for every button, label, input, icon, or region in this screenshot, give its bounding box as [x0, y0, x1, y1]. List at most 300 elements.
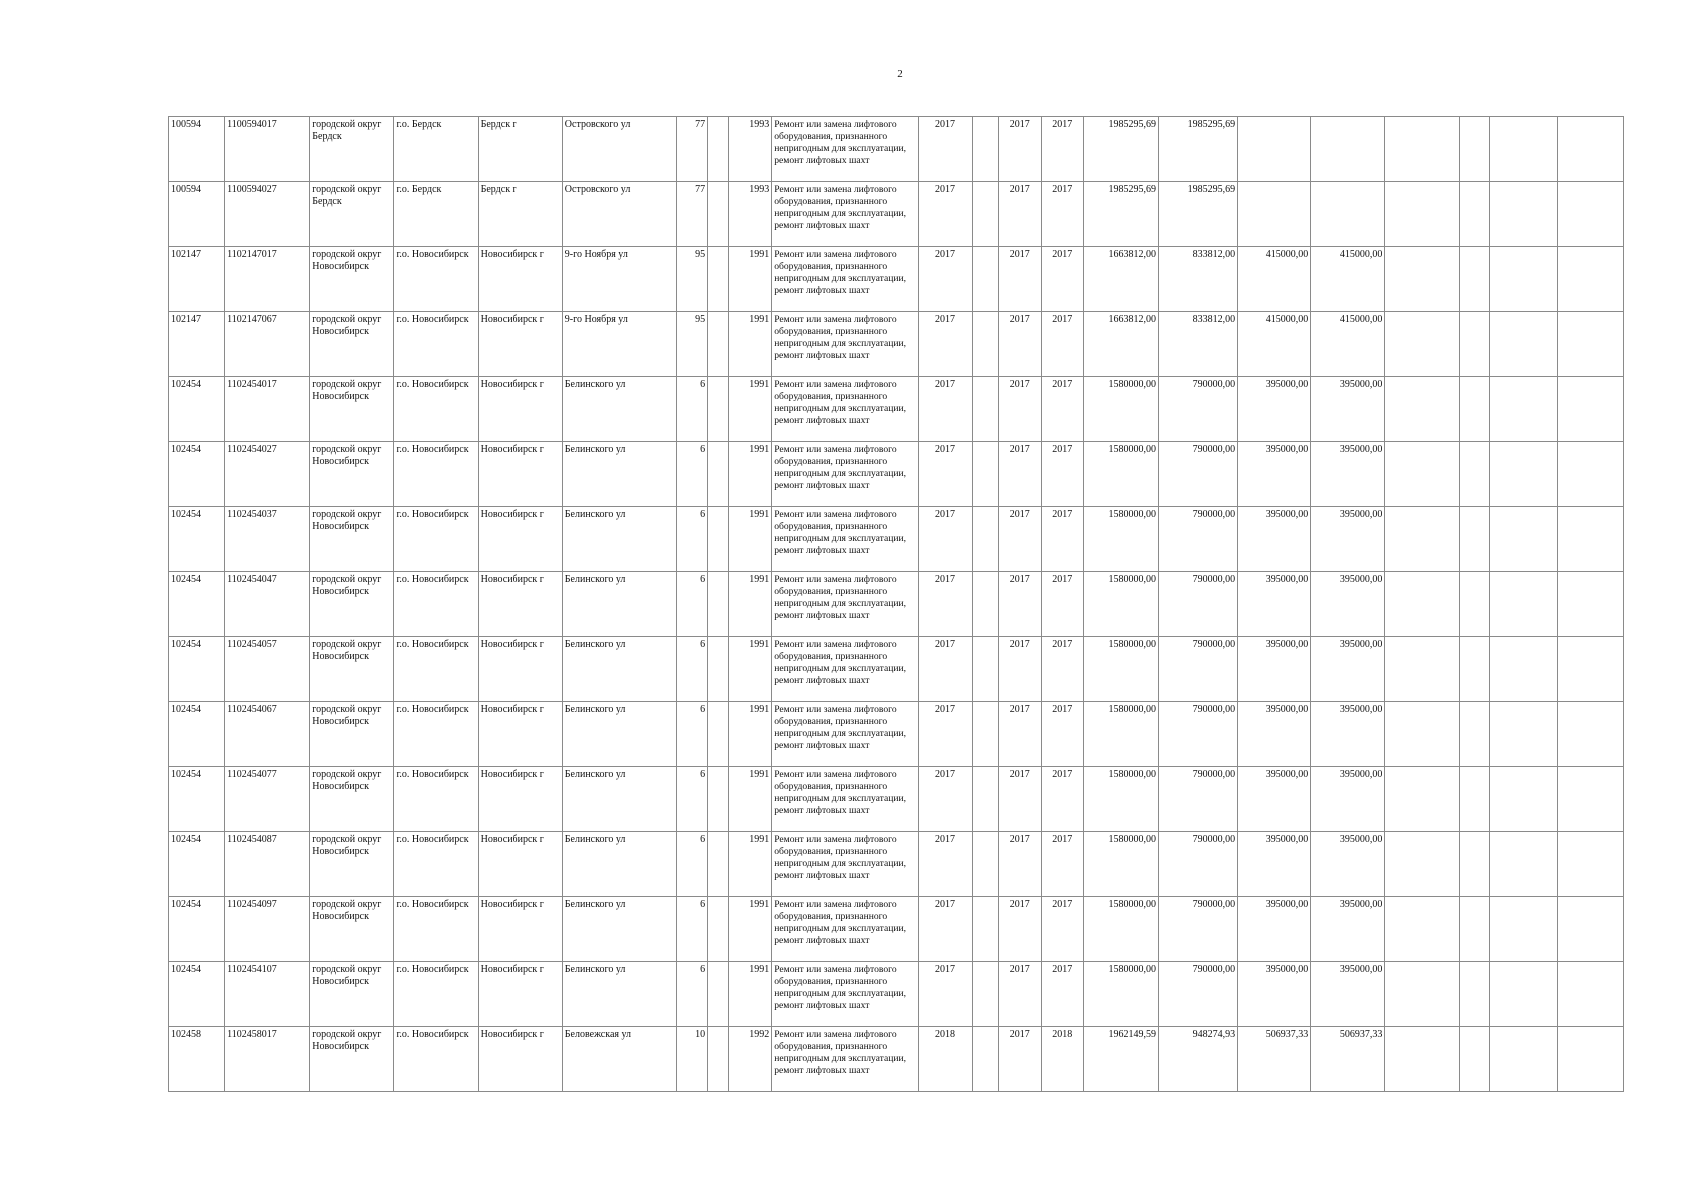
cell-building: [708, 182, 729, 247]
cell-plan-year: 2017: [918, 767, 972, 832]
cell-end-year: 2017: [1041, 572, 1083, 637]
cell-work-type: Ремонт или замена лифтового оборудования, признанного непригодным для эксплуатации, ремонт лифтовых шахт: [772, 1027, 918, 1092]
cell-col-22: [1557, 182, 1623, 247]
cell-col-20: [1459, 572, 1489, 637]
cell-year-built: 1991: [729, 897, 772, 962]
cell-locality: Новосибирск г: [478, 897, 562, 962]
cell-district: городской округ Новосибирск: [310, 572, 394, 637]
cell-col-20: [1459, 117, 1489, 182]
cell-col-20: [1459, 637, 1489, 702]
cell-col-21: [1489, 637, 1557, 702]
cell-start-year: 2017: [998, 897, 1041, 962]
cell-end-year: 2017: [1041, 962, 1083, 1027]
cell-municipality: г.о. Новосибирск: [394, 1027, 478, 1092]
cell-cost-part-1: 790000,00: [1158, 637, 1237, 702]
cell-house-number: 95: [677, 247, 708, 312]
cell-municipality: г.о. Новосибирск: [394, 442, 478, 507]
table-row: [169, 182, 1624, 247]
cell-element-id: 1102147067: [225, 312, 310, 377]
cell-year-built: 1993: [729, 117, 772, 182]
cell-work-type: Ремонт или замена лифтового оборудования, признанного непригодным для эксплуатации, ремонт лифтовых шахт: [772, 247, 918, 312]
cell-end-year: 2017: [1041, 767, 1083, 832]
cell-building: [708, 117, 729, 182]
cell-municipality: г.о. Новосибирск: [394, 702, 478, 767]
page-number: 2: [897, 68, 903, 80]
cell-col-19: [1385, 312, 1459, 377]
cell-start-year: 2017: [998, 117, 1041, 182]
cell-locality: Новосибирск г: [478, 767, 562, 832]
cell-cost-part-3: 506937,33: [1311, 1027, 1385, 1092]
table-row: [169, 702, 1624, 767]
cell-end-year: 2017: [1041, 442, 1083, 507]
cell-col-19: [1385, 442, 1459, 507]
cell-cost-part-3: 395000,00: [1311, 507, 1385, 572]
cell-plan-year: 2017: [918, 702, 972, 767]
cell-col-21: [1489, 442, 1557, 507]
cell-col-19: [1385, 507, 1459, 572]
cell-building: [708, 507, 729, 572]
cell-district: городской округ Новосибирск: [310, 767, 394, 832]
cell-work-type: Ремонт или замена лифтового оборудования, признанного непригодным для эксплуатации, ремонт лифтовых шахт: [772, 767, 918, 832]
cell-work-type: Ремонт или замена лифтового оборудования, признанного непригодным для эксплуатации, ремонт лифтовых шахт: [772, 572, 918, 637]
cell-street: Белинского ул: [562, 702, 676, 767]
cell-cost-part-1: 1985295,69: [1158, 117, 1237, 182]
cell-cost-part-3: 415000,00: [1311, 247, 1385, 312]
cell-house-number: 6: [677, 702, 708, 767]
cell-element-id: 1102454047: [225, 572, 310, 637]
cell-plan-year: 2017: [918, 182, 972, 247]
cell-col-21: [1489, 182, 1557, 247]
cell-house-id: 102454: [169, 897, 225, 962]
cell-col-12: [972, 702, 998, 767]
cell-col-21: [1489, 507, 1557, 572]
cell-municipality: г.о. Новосибирск: [394, 247, 478, 312]
cell-house-number: 77: [677, 182, 708, 247]
cell-street: Белинского ул: [562, 637, 676, 702]
cell-start-year: 2017: [998, 702, 1041, 767]
cell-work-type: Ремонт или замена лифтового оборудования, признанного непригодным для эксплуатации, ремонт лифтовых шахт: [772, 182, 918, 247]
cell-municipality: г.о. Новосибирск: [394, 897, 478, 962]
cell-col-20: [1459, 832, 1489, 897]
cell-col-19: [1385, 377, 1459, 442]
cell-house-id: 102454: [169, 377, 225, 442]
cell-cost-part-2: 415000,00: [1238, 312, 1311, 377]
cell-house-number: 6: [677, 572, 708, 637]
table-row: [169, 962, 1624, 1027]
cell-total-cost: 1580000,00: [1083, 442, 1158, 507]
cell-work-type: Ремонт или замена лифтового оборудования, признанного непригодным для эксплуатации, ремонт лифтовых шахт: [772, 897, 918, 962]
cell-plan-year: 2017: [918, 897, 972, 962]
cell-house-number: 6: [677, 507, 708, 572]
cell-cost-part-1: 790000,00: [1158, 702, 1237, 767]
cell-col-21: [1489, 377, 1557, 442]
cell-street: Островского ул: [562, 117, 676, 182]
cell-cost-part-2: 395000,00: [1238, 897, 1311, 962]
cell-building: [708, 247, 729, 312]
cell-col-22: [1557, 897, 1623, 962]
cell-element-id: 1102454037: [225, 507, 310, 572]
cell-district: городской округ Новосибирск: [310, 702, 394, 767]
cell-plan-year: 2018: [918, 1027, 972, 1092]
cell-col-12: [972, 637, 998, 702]
cell-house-number: 6: [677, 442, 708, 507]
cell-element-id: 1102454097: [225, 897, 310, 962]
cell-municipality: г.о. Новосибирск: [394, 572, 478, 637]
cell-year-built: 1991: [729, 507, 772, 572]
cell-street: Белинского ул: [562, 572, 676, 637]
cell-end-year: 2017: [1041, 507, 1083, 572]
cell-house-id: 102454: [169, 442, 225, 507]
cell-building: [708, 312, 729, 377]
cell-cost-part-2: [1238, 182, 1311, 247]
cell-total-cost: 1580000,00: [1083, 702, 1158, 767]
cell-col-12: [972, 312, 998, 377]
cell-work-type: Ремонт или замена лифтового оборудования, признанного непригодным для эксплуатации, ремонт лифтовых шахт: [772, 377, 918, 442]
cell-end-year: 2017: [1041, 247, 1083, 312]
cell-municipality: г.о. Новосибирск: [394, 637, 478, 702]
cell-cost-part-2: 395000,00: [1238, 637, 1311, 702]
cell-col-21: [1489, 897, 1557, 962]
cell-col-12: [972, 182, 998, 247]
cell-total-cost: 1580000,00: [1083, 507, 1158, 572]
cell-locality: Бердск г: [478, 117, 562, 182]
cell-work-type: Ремонт или замена лифтового оборудования, признанного непригодным для эксплуатации, ремонт лифтовых шахт: [772, 507, 918, 572]
table-row: [169, 507, 1624, 572]
cell-col-21: [1489, 1027, 1557, 1092]
cell-cost-part-1: 833812,00: [1158, 312, 1237, 377]
cell-total-cost: 1985295,69: [1083, 117, 1158, 182]
cell-col-12: [972, 117, 998, 182]
cell-street: Белинского ул: [562, 832, 676, 897]
cell-col-21: [1489, 572, 1557, 637]
cell-cost-part-2: 395000,00: [1238, 832, 1311, 897]
cell-end-year: 2017: [1041, 897, 1083, 962]
cell-end-year: 2018: [1041, 1027, 1083, 1092]
table-row: [169, 767, 1624, 832]
cell-municipality: г.о. Новосибирск: [394, 507, 478, 572]
cell-col-20: [1459, 312, 1489, 377]
cell-col-22: [1557, 117, 1623, 182]
cell-col-22: [1557, 247, 1623, 312]
cell-cost-part-2: 415000,00: [1238, 247, 1311, 312]
cell-house-id: 102454: [169, 702, 225, 767]
cell-col-22: [1557, 702, 1623, 767]
cell-col-19: [1385, 832, 1459, 897]
cell-cost-part-1: 948274,93: [1158, 1027, 1237, 1092]
cell-locality: Новосибирск г: [478, 637, 562, 702]
cell-start-year: 2017: [998, 247, 1041, 312]
cell-col-12: [972, 767, 998, 832]
cell-element-id: 1102454057: [225, 637, 310, 702]
cell-col-22: [1557, 832, 1623, 897]
cell-municipality: г.о. Новосибирск: [394, 832, 478, 897]
cell-street: 9-го Ноября ул: [562, 312, 676, 377]
cell-house-id: 100594: [169, 182, 225, 247]
cell-locality: Новосибирск г: [478, 247, 562, 312]
cell-col-19: [1385, 1027, 1459, 1092]
cell-element-id: 1102454067: [225, 702, 310, 767]
cell-work-type: Ремонт или замена лифтового оборудования, признанного непригодным для эксплуатации, ремонт лифтовых шахт: [772, 312, 918, 377]
cell-building: [708, 442, 729, 507]
cell-house-number: 6: [677, 377, 708, 442]
cell-col-12: [972, 1027, 998, 1092]
cell-col-22: [1557, 507, 1623, 572]
cell-street: Белинского ул: [562, 962, 676, 1027]
cell-street: Островского ул: [562, 182, 676, 247]
cell-col-21: [1489, 247, 1557, 312]
cell-locality: Новосибирск г: [478, 1027, 562, 1092]
cell-cost-part-1: 790000,00: [1158, 832, 1237, 897]
cell-start-year: 2017: [998, 962, 1041, 1027]
cell-house-id: 102147: [169, 247, 225, 312]
cell-col-20: [1459, 182, 1489, 247]
cell-cost-part-2: 395000,00: [1238, 962, 1311, 1027]
cell-house-number: 95: [677, 312, 708, 377]
table-row: [169, 832, 1624, 897]
cell-total-cost: 1663812,00: [1083, 247, 1158, 312]
cell-col-12: [972, 897, 998, 962]
cell-cost-part-3: 395000,00: [1311, 702, 1385, 767]
cell-plan-year: 2017: [918, 247, 972, 312]
cell-total-cost: 1580000,00: [1083, 377, 1158, 442]
cell-cost-part-3: 415000,00: [1311, 312, 1385, 377]
cell-col-21: [1489, 312, 1557, 377]
cell-cost-part-3: 395000,00: [1311, 897, 1385, 962]
cell-cost-part-3: [1311, 182, 1385, 247]
cell-col-21: [1489, 702, 1557, 767]
cell-building: [708, 897, 729, 962]
cell-house-id: 102454: [169, 507, 225, 572]
cell-locality: Новосибирск г: [478, 312, 562, 377]
cell-cost-part-3: 395000,00: [1311, 637, 1385, 702]
cell-cost-part-2: 395000,00: [1238, 572, 1311, 637]
cell-district: городской округ Бердск: [310, 117, 394, 182]
cell-start-year: 2017: [998, 1027, 1041, 1092]
cell-municipality: г.о. Бердск: [394, 182, 478, 247]
cell-element-id: 1102454027: [225, 442, 310, 507]
cell-district: городской округ Новосибирск: [310, 637, 394, 702]
cell-col-12: [972, 572, 998, 637]
cell-district: городской округ Новосибирск: [310, 897, 394, 962]
cell-plan-year: 2017: [918, 117, 972, 182]
cell-cost-part-1: 790000,00: [1158, 767, 1237, 832]
cell-end-year: 2017: [1041, 832, 1083, 897]
cell-col-22: [1557, 1027, 1623, 1092]
cell-end-year: 2017: [1041, 377, 1083, 442]
table-row: [169, 1027, 1624, 1092]
cell-house-number: 6: [677, 767, 708, 832]
cell-year-built: 1991: [729, 442, 772, 507]
cell-cost-part-1: 790000,00: [1158, 962, 1237, 1027]
cell-district: городской округ Бердск: [310, 182, 394, 247]
cell-cost-part-3: 395000,00: [1311, 767, 1385, 832]
cell-year-built: 1991: [729, 767, 772, 832]
cell-building: [708, 832, 729, 897]
cell-col-12: [972, 442, 998, 507]
cell-building: [708, 377, 729, 442]
table-row: [169, 247, 1624, 312]
table-body: [169, 117, 1624, 1092]
cell-plan-year: 2017: [918, 572, 972, 637]
cell-locality: Бердск г: [478, 182, 562, 247]
cell-col-20: [1459, 1027, 1489, 1092]
cell-col-12: [972, 962, 998, 1027]
cell-cost-part-2: 506937,33: [1238, 1027, 1311, 1092]
cell-building: [708, 572, 729, 637]
cell-house-number: 6: [677, 962, 708, 1027]
cell-total-cost: 1580000,00: [1083, 962, 1158, 1027]
cell-year-built: 1991: [729, 702, 772, 767]
cell-district: городской округ Новосибирск: [310, 312, 394, 377]
cell-total-cost: 1580000,00: [1083, 572, 1158, 637]
cell-year-built: 1992: [729, 1027, 772, 1092]
cell-house-id: 102147: [169, 312, 225, 377]
cell-house-number: 10: [677, 1027, 708, 1092]
cell-element-id: 1100594027: [225, 182, 310, 247]
cell-cost-part-3: 395000,00: [1311, 962, 1385, 1027]
cell-building: [708, 767, 729, 832]
cell-cost-part-1: 790000,00: [1158, 377, 1237, 442]
cell-col-12: [972, 377, 998, 442]
cell-end-year: 2017: [1041, 637, 1083, 702]
cell-year-built: 1991: [729, 637, 772, 702]
cell-municipality: г.о. Бердск: [394, 117, 478, 182]
cell-col-19: [1385, 247, 1459, 312]
cell-district: городской округ Новосибирск: [310, 1027, 394, 1092]
cell-col-12: [972, 507, 998, 572]
cell-house-id: 102454: [169, 832, 225, 897]
cell-element-id: 1102454107: [225, 962, 310, 1027]
cell-house-id: 102454: [169, 962, 225, 1027]
cell-cost-part-1: 790000,00: [1158, 507, 1237, 572]
cell-start-year: 2017: [998, 767, 1041, 832]
cell-municipality: г.о. Новосибирск: [394, 962, 478, 1027]
cell-total-cost: 1580000,00: [1083, 832, 1158, 897]
cell-plan-year: 2017: [918, 312, 972, 377]
cell-work-type: Ремонт или замена лифтового оборудования, признанного непригодным для эксплуатации, ремонт лифтовых шахт: [772, 442, 918, 507]
table-row: [169, 312, 1624, 377]
cell-element-id: 1102454077: [225, 767, 310, 832]
cell-start-year: 2017: [998, 572, 1041, 637]
cell-house-number: 6: [677, 832, 708, 897]
cell-year-built: 1991: [729, 572, 772, 637]
cell-col-20: [1459, 702, 1489, 767]
cell-start-year: 2017: [998, 832, 1041, 897]
cell-col-19: [1385, 572, 1459, 637]
cell-municipality: г.о. Новосибирск: [394, 312, 478, 377]
cell-col-19: [1385, 767, 1459, 832]
cell-year-built: 1991: [729, 377, 772, 442]
cell-total-cost: 1985295,69: [1083, 182, 1158, 247]
cell-total-cost: 1580000,00: [1083, 897, 1158, 962]
cell-district: городской округ Новосибирск: [310, 377, 394, 442]
cell-element-id: 1102147017: [225, 247, 310, 312]
cell-work-type: Ремонт или замена лифтового оборудования, признанного непригодным для эксплуатации, ремонт лифтовых шахт: [772, 117, 918, 182]
cell-locality: Новосибирск г: [478, 442, 562, 507]
cell-work-type: Ремонт или замена лифтового оборудования, признанного непригодным для эксплуатации, ремонт лифтовых шахт: [772, 962, 918, 1027]
cell-locality: Новосибирск г: [478, 702, 562, 767]
cell-cost-part-1: 1985295,69: [1158, 182, 1237, 247]
cell-start-year: 2017: [998, 637, 1041, 702]
cell-col-21: [1489, 832, 1557, 897]
cell-cost-part-1: 790000,00: [1158, 442, 1237, 507]
cell-locality: Новосибирск г: [478, 572, 562, 637]
cell-locality: Новосибирск г: [478, 832, 562, 897]
cell-start-year: 2017: [998, 507, 1041, 572]
cell-street: Беловежская ул: [562, 1027, 676, 1092]
cell-col-20: [1459, 507, 1489, 572]
cell-district: городской округ Новосибирск: [310, 247, 394, 312]
cell-col-22: [1557, 572, 1623, 637]
cell-municipality: г.о. Новосибирск: [394, 377, 478, 442]
table-row: [169, 377, 1624, 442]
table-row: [169, 572, 1624, 637]
cell-house-number: 6: [677, 637, 708, 702]
cell-plan-year: 2017: [918, 637, 972, 702]
cell-col-19: [1385, 117, 1459, 182]
cell-work-type: Ремонт или замена лифтового оборудования, признанного непригодным для эксплуатации, ремонт лифтовых шахт: [772, 702, 918, 767]
cell-col-22: [1557, 962, 1623, 1027]
cell-plan-year: 2017: [918, 507, 972, 572]
cell-element-id: 1102454087: [225, 832, 310, 897]
cell-cost-part-3: 395000,00: [1311, 377, 1385, 442]
cell-cost-part-1: 790000,00: [1158, 897, 1237, 962]
cell-col-20: [1459, 962, 1489, 1027]
cell-start-year: 2017: [998, 312, 1041, 377]
cell-col-12: [972, 832, 998, 897]
cell-start-year: 2017: [998, 182, 1041, 247]
cell-element-id: 1100594017: [225, 117, 310, 182]
cell-col-21: [1489, 767, 1557, 832]
cell-col-21: [1489, 962, 1557, 1027]
table-row: [169, 637, 1624, 702]
cell-col-19: [1385, 897, 1459, 962]
cell-house-id: 100594: [169, 117, 225, 182]
cell-house-id: 102458: [169, 1027, 225, 1092]
cell-work-type: Ремонт или замена лифтового оборудования, признанного непригодным для эксплуатации, ремонт лифтовых шахт: [772, 832, 918, 897]
cell-building: [708, 962, 729, 1027]
cell-col-19: [1385, 637, 1459, 702]
cell-street: 9-го Ноября ул: [562, 247, 676, 312]
cell-col-22: [1557, 377, 1623, 442]
cell-cost-part-2: 395000,00: [1238, 442, 1311, 507]
cell-locality: Новосибирск г: [478, 377, 562, 442]
cell-locality: Новосибирск г: [478, 962, 562, 1027]
cell-col-20: [1459, 247, 1489, 312]
cell-municipality: г.о. Новосибирск: [394, 767, 478, 832]
cell-total-cost: 1580000,00: [1083, 767, 1158, 832]
cell-plan-year: 2017: [918, 442, 972, 507]
cell-street: Белинского ул: [562, 507, 676, 572]
cell-end-year: 2017: [1041, 117, 1083, 182]
cell-house-id: 102454: [169, 767, 225, 832]
cell-plan-year: 2017: [918, 962, 972, 1027]
cell-work-type: Ремонт или замена лифтового оборудования, признанного непригодным для эксплуатации, ремонт лифтовых шахт: [772, 637, 918, 702]
cell-col-20: [1459, 767, 1489, 832]
cell-start-year: 2017: [998, 442, 1041, 507]
cell-start-year: 2017: [998, 377, 1041, 442]
cell-col-19: [1385, 182, 1459, 247]
cell-cost-part-2: 395000,00: [1238, 377, 1311, 442]
cell-col-22: [1557, 767, 1623, 832]
cell-cost-part-1: 790000,00: [1158, 572, 1237, 637]
cell-plan-year: 2017: [918, 377, 972, 442]
cell-total-cost: 1962149,59: [1083, 1027, 1158, 1092]
cell-col-20: [1459, 897, 1489, 962]
cell-year-built: 1991: [729, 962, 772, 1027]
cell-col-22: [1557, 312, 1623, 377]
cell-district: городской округ Новосибирск: [310, 507, 394, 572]
